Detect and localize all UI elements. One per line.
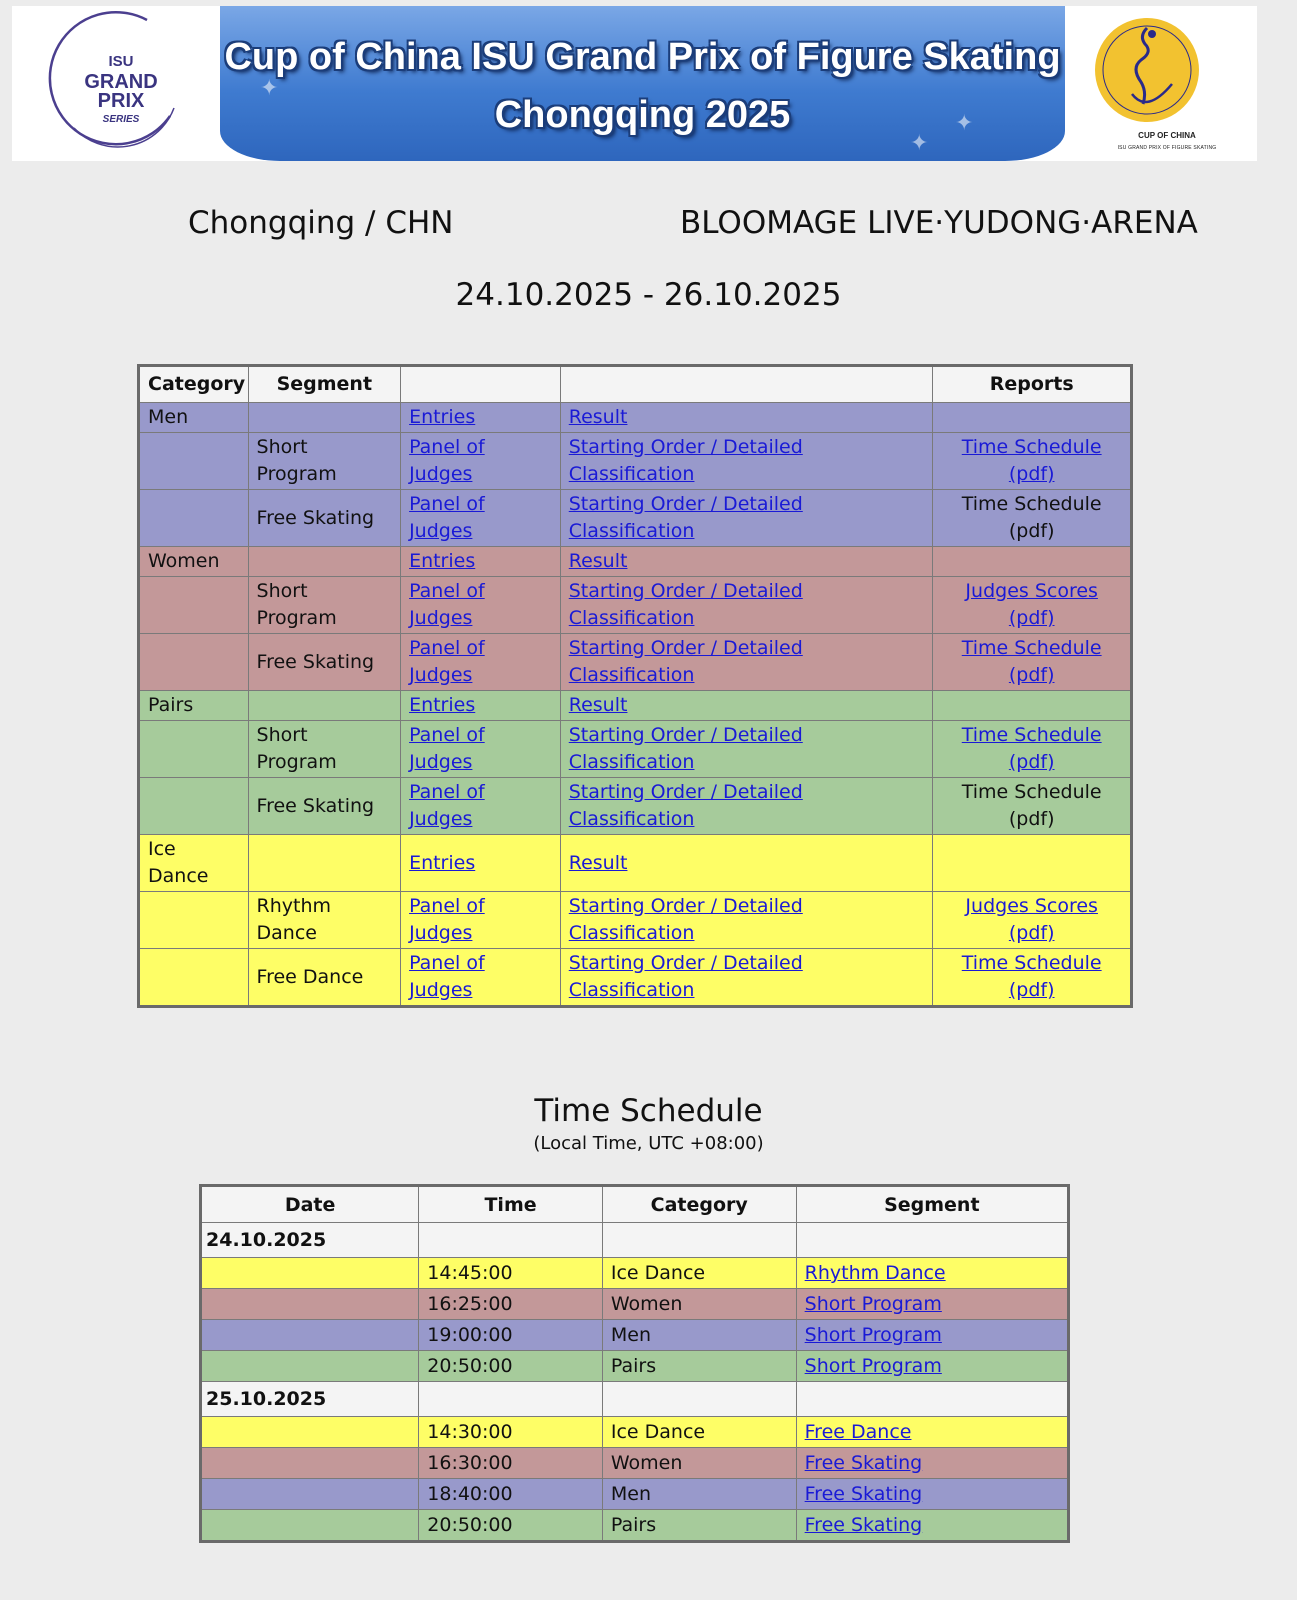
schedule-segment-link[interactable]: Short Program: [804, 1355, 942, 1377]
report-link[interactable]: Time Schedule (pdf): [961, 724, 1102, 773]
results-table: [137, 364, 1133, 1008]
schedule-row: [201, 1289, 1069, 1320]
header-segment: Segment: [248, 366, 401, 403]
category-cell: Pairs: [139, 691, 249, 721]
links-cell: [401, 634, 561, 691]
results-row: [139, 490, 1132, 547]
banner-title-panel: ✦ ✦ ✦ Cup of China ISU Grand Prix of Figure Skating Chongqing 2025: [220, 6, 1065, 161]
schedule-segment-cell: [796, 1510, 1068, 1542]
results-row: [139, 634, 1132, 691]
results-header-row: [139, 366, 1132, 403]
schedule-date-cell: [201, 1510, 419, 1542]
report-link[interactable]: Time Schedule (pdf): [961, 952, 1102, 1001]
schedule-row: [201, 1510, 1069, 1542]
links-cell: [401, 547, 561, 577]
panel-of-judges-link[interactable]: Panel of Judges: [409, 637, 485, 686]
schedule-row: [201, 1448, 1069, 1479]
header-classification: [560, 366, 933, 403]
classification-cell: [560, 577, 933, 634]
panel-of-judges-link[interactable]: Panel of Judges: [409, 952, 485, 1001]
links-cell: [401, 490, 561, 547]
results-row: [139, 835, 1132, 892]
report-cell: [933, 778, 1132, 835]
event-venue: BLOOMAGE LIVE·YUDONG·ARENA: [680, 205, 1198, 241]
schedule-header-row: [201, 1186, 1069, 1223]
links-cell: [401, 892, 561, 949]
segment-cell: Short Program: [248, 577, 401, 634]
classification-cell: [560, 547, 933, 577]
schedule-segment-link[interactable]: Free Skating: [804, 1514, 923, 1536]
report-cell: [933, 691, 1132, 721]
report-text: Time Schedule (pdf): [961, 493, 1102, 542]
schedule-category: Men: [602, 1479, 796, 1510]
schedule-category: Ice Dance: [602, 1417, 796, 1448]
classification-cell: [560, 634, 933, 691]
schedule-date-row: [201, 1382, 1069, 1417]
results-row: [139, 403, 1132, 433]
report-cell: [933, 577, 1132, 634]
isu-logo-text-1: ISU: [108, 53, 134, 70]
report-link[interactable]: Judges Scores (pdf): [965, 580, 1098, 629]
schedule-row: [201, 1351, 1069, 1382]
schedule-row: [201, 1258, 1069, 1289]
segment-cell: [248, 403, 401, 433]
schedule-segment-link[interactable]: Rhythm Dance: [804, 1262, 946, 1284]
header-links: [401, 366, 561, 403]
report-cell: [933, 721, 1132, 778]
schedule-category: Women: [602, 1289, 796, 1320]
isu-logo-text-4: SERIES: [102, 114, 140, 125]
classification-cell: [560, 403, 933, 433]
schedule-date-cell: [201, 1479, 419, 1510]
schedule-segment-cell: [796, 1351, 1068, 1382]
panel-of-judges-link[interactable]: Panel of Judges: [409, 895, 485, 944]
panel-of-judges-link[interactable]: Panel of Judges: [409, 724, 485, 773]
starting-order-classification-link[interactable]: Starting Order / Detailed Classification: [568, 952, 803, 1001]
schedule-table: [199, 1184, 1070, 1543]
links-cell: [401, 403, 561, 433]
category-cell: Women: [139, 547, 249, 577]
isu-logo-text-3: PRIX: [97, 90, 145, 112]
starting-order-classification-link[interactable]: Starting Order / Detailed Classification: [568, 637, 803, 686]
report-link[interactable]: Time Schedule (pdf): [961, 637, 1102, 686]
classification-cell: [560, 778, 933, 835]
schedule-empty-cell: [602, 1382, 796, 1417]
starting-order-classification-link[interactable]: Starting Order / Detailed Classification: [568, 580, 803, 629]
result-link[interactable]: Result: [568, 550, 628, 572]
results-row: [139, 547, 1132, 577]
report-cell: [933, 490, 1132, 547]
schedule-segment-cell: [796, 1479, 1068, 1510]
coc-caption-line1: CUP OF CHINA: [1138, 131, 1196, 140]
result-link[interactable]: Result: [568, 694, 628, 716]
schedule-row: [201, 1479, 1069, 1510]
starting-order-classification-link[interactable]: Starting Order / Detailed Classification: [568, 724, 803, 773]
entries-link[interactable]: Entries: [409, 694, 476, 716]
report-cell: [933, 835, 1132, 892]
schedule-date-cell: [201, 1448, 419, 1479]
schedule-category: Pairs: [602, 1510, 796, 1542]
schedule-date-cell: [201, 1417, 419, 1448]
classification-cell: [560, 490, 933, 547]
entries-link[interactable]: Entries: [409, 550, 476, 572]
starting-order-classification-link[interactable]: Starting Order / Detailed Classification: [568, 781, 803, 830]
segment-cell: [248, 691, 401, 721]
segment-cell: [248, 547, 401, 577]
isu-logo-text-2: GRAND: [84, 71, 158, 93]
entries-link[interactable]: Entries: [409, 406, 476, 428]
links-cell: [401, 691, 561, 721]
classification-cell: [560, 835, 933, 892]
schedule-segment-cell: [796, 1448, 1068, 1479]
links-cell: [401, 835, 561, 892]
segment-cell: [248, 835, 401, 892]
starting-order-classification-link[interactable]: Starting Order / Detailed Classification: [568, 436, 803, 485]
schedule-date-row: [201, 1223, 1069, 1258]
report-cell: [933, 892, 1132, 949]
results-row: [139, 778, 1132, 835]
report-text: Time Schedule (pdf): [961, 781, 1102, 830]
schedule-time: 20:50:00: [419, 1351, 603, 1382]
schedule-segment-cell: [796, 1258, 1068, 1289]
schedule-segment-link[interactable]: Free Dance: [804, 1421, 912, 1443]
results-body: [139, 403, 1132, 1007]
category-cell: [139, 433, 249, 490]
schedule-header-segment: Segment: [796, 1186, 1068, 1223]
report-cell: [933, 403, 1132, 433]
entries-link[interactable]: Entries: [409, 851, 476, 874]
links-cell: [401, 721, 561, 778]
links-cell: [401, 577, 561, 634]
schedule-time: 16:30:00: [419, 1448, 603, 1479]
schedule-row: [201, 1417, 1069, 1448]
results-row: [139, 949, 1132, 1007]
schedule-segment-link[interactable]: Short Program: [804, 1324, 942, 1346]
schedule-segment-cell: [796, 1289, 1068, 1320]
schedule-empty-cell: [419, 1382, 603, 1417]
links-cell: [401, 433, 561, 490]
panel-of-judges-link[interactable]: Panel of Judges: [409, 436, 485, 485]
starting-order-classification-link[interactable]: Starting Order / Detailed Classification: [568, 493, 803, 542]
schedule-category: Pairs: [602, 1351, 796, 1382]
schedule-date-cell: [201, 1351, 419, 1382]
schedule-time: 19:00:00: [419, 1320, 603, 1351]
report-cell: [933, 949, 1132, 1007]
results-row: [139, 433, 1132, 490]
schedule-segment-link[interactable]: Free Skating: [804, 1483, 923, 1505]
segment-cell: Rhythm Dance: [248, 892, 401, 949]
schedule-row: [201, 1320, 1069, 1351]
schedule-time: 14:30:00: [419, 1417, 603, 1448]
links-cell: [401, 778, 561, 835]
segment-cell: Free Skating: [248, 778, 401, 835]
schedule-date: 25.10.2025: [201, 1382, 419, 1417]
coc-caption-line2: ISU GRAND PRIX OF FIGURE SKATING: [1117, 145, 1217, 151]
schedule-category: Ice Dance: [602, 1258, 796, 1289]
schedule-body: [201, 1223, 1069, 1542]
segment-cell: Free Skating: [248, 634, 401, 691]
result-link[interactable]: Result: [568, 851, 628, 874]
segment-cell: Short Program: [248, 721, 401, 778]
classification-cell: [560, 949, 933, 1007]
results-row: [139, 721, 1132, 778]
schedule-segment-cell: [796, 1417, 1068, 1448]
category-cell: [139, 721, 249, 778]
header-category: Category: [139, 366, 249, 403]
report-cell: [933, 634, 1132, 691]
event-city: Chongqing / CHN: [188, 205, 454, 241]
schedule-time: 18:40:00: [419, 1479, 603, 1510]
panel-of-judges-link[interactable]: Panel of Judges: [409, 580, 485, 629]
segment-cell: Short Program: [248, 433, 401, 490]
schedule-date-cell: [201, 1320, 419, 1351]
report-cell: [933, 433, 1132, 490]
schedule-time: 16:25:00: [419, 1289, 603, 1320]
schedule-category: Men: [602, 1320, 796, 1351]
schedule-header-time: Time: [419, 1186, 603, 1223]
schedule-segment-link[interactable]: Short Program: [804, 1293, 942, 1315]
schedule-time: 20:50:00: [419, 1510, 603, 1542]
report-link[interactable]: Time Schedule (pdf): [961, 436, 1102, 485]
segment-cell: Free Dance: [248, 949, 401, 1007]
schedule-empty-cell: [796, 1223, 1068, 1258]
schedule-empty-cell: [419, 1223, 603, 1258]
schedule-header-category: Category: [602, 1186, 796, 1223]
category-cell: [139, 490, 249, 547]
schedule-category: Women: [602, 1448, 796, 1479]
schedule-date-cell: [201, 1258, 419, 1289]
header-reports: Reports: [933, 366, 1132, 403]
report-cell: [933, 547, 1132, 577]
schedule-time: 14:45:00: [419, 1258, 603, 1289]
category-cell: [139, 577, 249, 634]
report-link[interactable]: Judges Scores (pdf): [965, 895, 1098, 944]
cup-of-china-caption: [1087, 130, 1247, 154]
starting-order-classification-link[interactable]: Starting Order / Detailed Classification: [568, 895, 803, 944]
results-row: [139, 577, 1132, 634]
event-dates: 24.10.2025 - 26.10.2025: [455, 277, 842, 313]
segment-cell: Free Skating: [248, 490, 401, 547]
schedule-empty-cell: [796, 1382, 1068, 1417]
result-link[interactable]: Result: [568, 406, 628, 428]
isu-grand-prix-logo: [42, 8, 182, 158]
category-cell: [139, 892, 249, 949]
schedule-segment-cell: [796, 1320, 1068, 1351]
schedule-header-date: Date: [201, 1186, 419, 1223]
panel-of-judges-link[interactable]: Panel of Judges: [409, 493, 485, 542]
banner-subtitle: Chongqing 2025: [494, 94, 791, 136]
panel-of-judges-link[interactable]: Panel of Judges: [409, 781, 485, 830]
category-cell: [139, 949, 249, 1007]
schedule-empty-cell: [602, 1223, 796, 1258]
results-row: [139, 892, 1132, 949]
category-cell: [139, 778, 249, 835]
schedule-date: 24.10.2025: [201, 1223, 419, 1258]
results-row: [139, 691, 1132, 721]
category-cell: Men: [139, 403, 249, 433]
classification-cell: [560, 691, 933, 721]
schedule-title: Time Schedule: [534, 1093, 763, 1129]
classification-cell: [560, 721, 933, 778]
category-cell: Ice Dance: [139, 835, 249, 892]
schedule-segment-link[interactable]: Free Skating: [804, 1452, 923, 1474]
schedule-subtitle: (Local Time, UTC +08:00): [533, 1133, 764, 1154]
links-cell: [401, 949, 561, 1007]
event-banner: [12, 6, 1257, 161]
classification-cell: [560, 433, 933, 490]
classification-cell: [560, 892, 933, 949]
category-cell: [139, 634, 249, 691]
banner-title: Cup of China ISU Grand Prix of Figure Skating: [224, 36, 1061, 78]
schedule-date-cell: [201, 1289, 419, 1320]
